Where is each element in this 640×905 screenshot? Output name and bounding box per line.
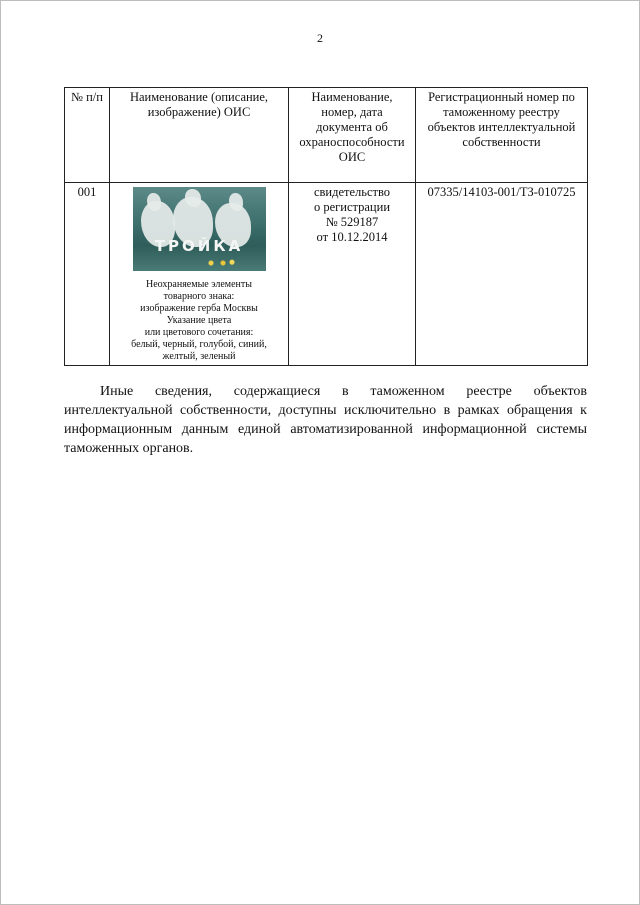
document-line: № 529187 [325, 215, 379, 229]
document-line: о регистрации [313, 200, 391, 214]
trademark-word: ТРОЙКА [154, 237, 244, 255]
trademark-note-line: белый, черный, голубой, синий, [131, 339, 267, 350]
trademark-image [133, 187, 266, 271]
registry-table [64, 87, 588, 366]
body-paragraph: Иные сведения, содержащиеся в таможенном реестре объектов интеллектуальной собственности, доступны исключительно в рамках обращения к информационным данным единой автоматизированной информационной системы таможенных органов. [64, 384, 587, 456]
trademark-note-line: желтый, зеленый [162, 351, 236, 362]
document-line: свидетельство [313, 185, 391, 199]
trademark-note-line: Указание цвета [166, 315, 232, 326]
trademark-note-line: Неохраняемые элементы [146, 279, 252, 290]
document-line: от 10.12.2014 [316, 230, 388, 244]
cell-registry-number: 07335/14103-001/ТЗ-010725 [416, 183, 588, 366]
trademark-note-line: или цветового сочетания: [144, 327, 254, 338]
header-number: № п/п [65, 88, 110, 183]
cell-number: 001 [65, 183, 110, 366]
page-number: 2 [317, 31, 323, 45]
table-row [65, 183, 588, 366]
cell-document [289, 183, 416, 366]
trademark-note-line: изображение герба Москвы [140, 303, 258, 314]
header-name: Наименование (описание, изображение) ОИС [110, 88, 289, 183]
cell-trademark [110, 183, 289, 366]
table-header-row [65, 88, 588, 183]
header-registry-number: Регистрационный номер по таможенному реестру объектов интеллектуальной собственности [416, 88, 588, 183]
header-document: Наименование, номер, дата документа об охраноспособности ОИС [289, 88, 416, 183]
trademark-note-line: товарного знака: [163, 291, 235, 302]
